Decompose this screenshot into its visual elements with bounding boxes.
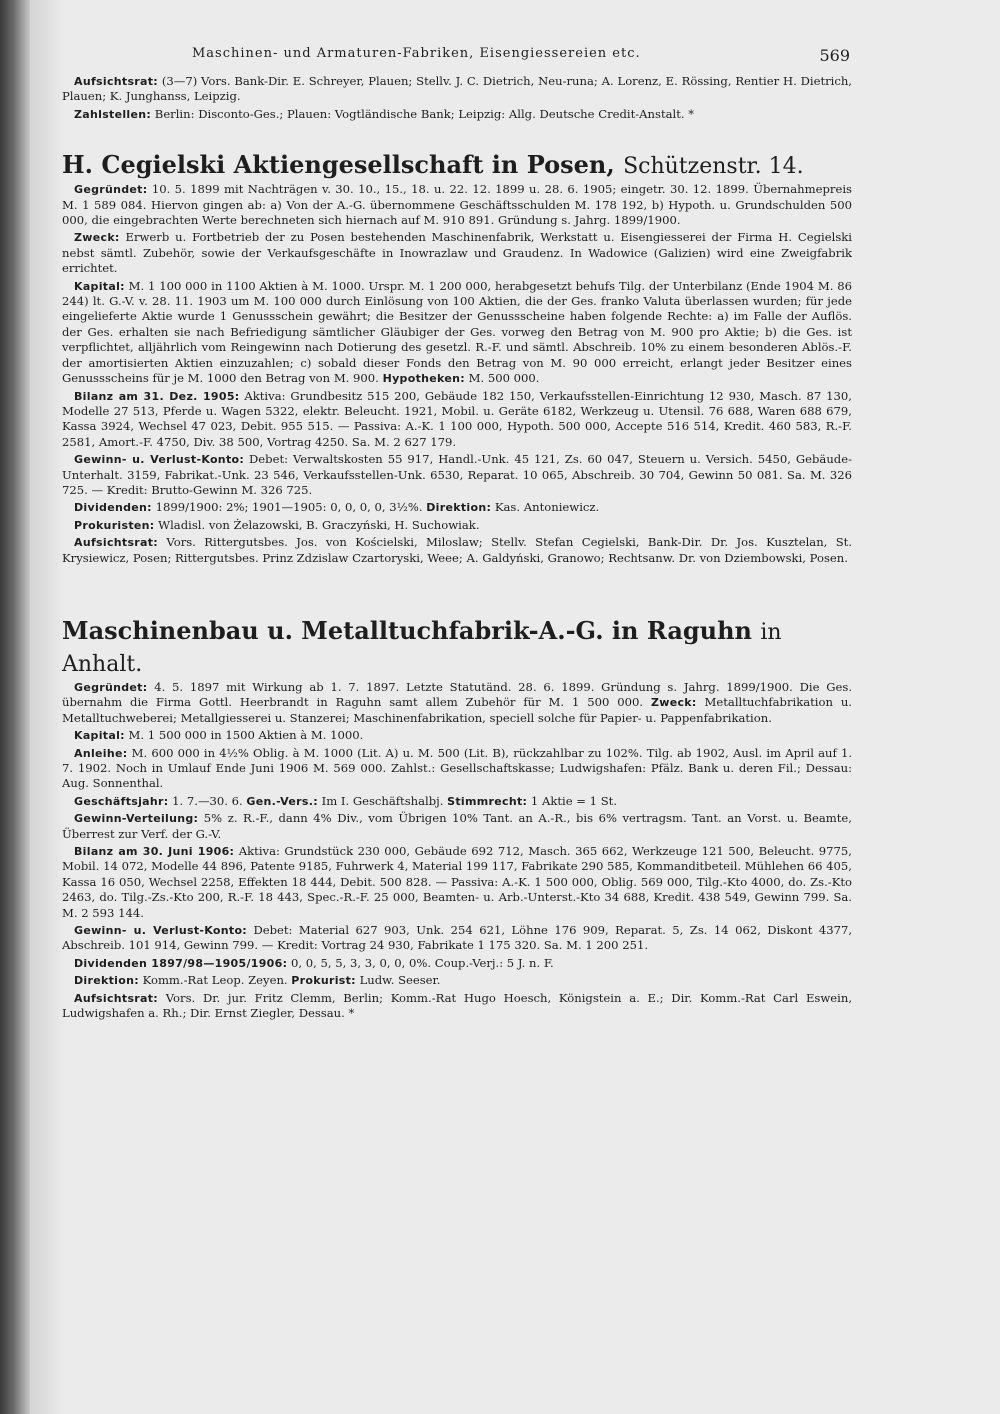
paragraph-text: Komm.-Rat Leop. Zeyen. <box>142 973 288 988</box>
paragraph-term: Prokurist: <box>291 974 356 988</box>
paragraph-text: M. 500 000. <box>468 371 540 386</box>
paragraph-text: M. 1 100 000 in 1100 Aktien à M. 1000. Urspr. M. 1 200 000, herabgesetzt behufs Tilg. der Unterbilanz (Ende 1904 M. 86 244) lt. G.-V. v. 28. 11. 1903 um M. 100 000 durch Einlösung von 100 Aktien, die der Ges. franko Valuta überlassen wurden; für jede eingelieferte Aktie wurde 1 Genussschein gewährt; die Besitzer der Genussscheine haben folgende Rechte: a) im Falle der Auflös. der Ges. erhalten sie nach Befriedigung sämtlicher Gläubiger der Ges. vorweg den Betrag von M. 900 pro Aktie; b) die Ges. ist verpflichtet, alljährlich vom Reingewinn nach Dotierung des gesetzl. R.-F. und sämtl. Abschreib. 10% zu einem besonderen Ablös.-F. der amortisierten Aktien einzuzahlen; c) sobald dieser Fonds den Betrag von M. 90 000 erreicht, erlangt jeder Besitzer eines Genussscheins für je M. 1000 den Betrag von M. 900. <box>62 278 853 386</box>
paragraph-text: Vors. Rittergutsbes. Jos. von Kościelski, Miloslaw; Stellv. Stefan Cegielski, Bank-Dir. Dr. Jos. Kusztelan, St. Krysiewicz, Posen; Rittergutsbes. Prinz Zdzislaw Czartoryski, Weee; A. Galdyński, Granowo; Rechtsanw. Dr. von Dziembowski, Posen. <box>62 535 853 565</box>
paragraph-term: Geschäftsjahr: <box>74 794 169 808</box>
paragraph-term: Anleihe: <box>74 746 128 760</box>
paragraph-aufsichtsrat <box>62 535 852 566</box>
paragraph-term: Gewinn- u. Verlust-Konto: <box>74 924 248 938</box>
paragraph-term: Zweck: <box>74 231 120 245</box>
paragraph-gewinn-verlust <box>62 452 852 498</box>
paragraph-term: Direktion: <box>74 974 139 988</box>
paragraph-term: Zweck: <box>650 696 697 710</box>
paragraph-bilanz <box>62 844 852 921</box>
paragraph-text: Erwerb u. Fortbetrieb der zu Posen bestehenden Maschinenfabrik, Werkstatt u. Eisengiesserei der Firma H. Cegielski nebst sämtl. Zubehör, sowie der Verkaufsgeschäfte in Inowrazlaw und Graudenz. In Wadowice (Galizien) wird eine Zweigfabrik errichtet. <box>62 230 853 276</box>
paragraph-gegruendet <box>62 182 852 228</box>
paragraph-text: Metalltuchfabrikation u. Metalltuchweberei; Metallgiesserei u. Stanzerei; Maschinenfabrikation, speciell solche für Papier- u. Pappenfabrikation. <box>62 695 852 725</box>
paragraph-term: Bilanz am 30. Juni 1906: <box>74 845 235 859</box>
paragraph-term: Kapital: <box>74 729 125 743</box>
paragraph-kapital <box>62 279 852 387</box>
paragraph-kapital <box>62 728 852 743</box>
paragraph-term: Aufsichtsrat: <box>74 991 159 1005</box>
paragraph-dividenden <box>62 500 852 515</box>
paragraph-text: (3—7) Vors. Bank-Dir. E. Schreyer, Plauen; Stellv. J. C. Dietrich, Neu-runa; A. Lorenz, E. Rössing, Rentier H. Dietrich, Plauen; K. Junghanss, Leipzig. <box>62 74 852 104</box>
paragraph-text: Ludw. Seeser. <box>359 973 441 988</box>
paragraph-term: Prokuristen: <box>74 518 155 532</box>
paragraph-anleihe <box>62 746 852 792</box>
paragraph-text: Berlin: Disconto-Ges.; Plauen: Vogtländische Bank; Leipzig: Allg. Deutsche Credit-Anstalt. * <box>154 106 695 121</box>
paragraph-bilanz <box>62 389 852 451</box>
paragraph-term: Aufsichtsrat: <box>74 75 159 88</box>
company-title <box>62 616 852 680</box>
paragraph-text: Aktiva: Grundbesitz 515 200, Gebäude 182 150, Verkaufsstellen-Einrichtung 12 930, Masch. 87 130, Modelle 27 513, Pferde u. Wagen 5322, elektr. Beleucht. 1921, Mobil. u. Geräte 6182, Werkzeug u. Utensil. 76 688, Waren 688 679, Kassa 3924, Wechsel 47 023, Debit. 955 515. — Passiva: A.-K. 1 100 000, Hypoth. 500 000, Accepte 516 514, Kredit. 460 583, R.-F. 2581, Amort.-F. 4750, Div. 38 500, Vortrag 4250. Sa. M. 2 627 179. <box>62 388 852 449</box>
paragraph-term: Dividenden 1897/98—1905/1906: <box>74 956 288 970</box>
paragraph-text: Im I. Geschäftshalbj. <box>321 793 444 808</box>
paragraph-term: Bilanz am 31. Dez. 1905: <box>74 389 240 403</box>
paragraph-text: 1. 7.—30. 6. <box>172 793 243 808</box>
running-header <box>62 28 852 64</box>
paragraph-term: Hypotheken: <box>382 372 465 386</box>
paragraph-term: Aufsichtsrat: <box>74 536 159 550</box>
document-page <box>62 28 852 1398</box>
paragraph-text: 4. 5. 1897 mit Wirkung ab 1. 7. 1897. Letzte Statutänd. 28. 6. 1899. Gründung s. Jahrg. 1899/1900. Die Ges. übernahm die Firma Gottl. Heerbrandt in Raguhn samt allem Zubehör für M. 1 500 000. <box>62 679 853 710</box>
paragraph-text: Kas. Antoniewicz. <box>494 500 600 515</box>
company-location: Schützenstr. 14. <box>623 154 804 180</box>
paragraph-geschaeftsjahr <box>62 794 852 809</box>
paragraph-term: Dividenden: <box>74 501 152 515</box>
paragraph-term: Gewinn-Verteilung: <box>74 812 199 826</box>
paragraph-term: Gegründet: <box>74 680 148 694</box>
company-entry-raguhn <box>62 616 852 1022</box>
paragraph-term: Direktion: <box>426 501 492 515</box>
paragraph-dividenden <box>62 956 852 971</box>
paragraph-zweck <box>62 230 852 276</box>
paragraph-term: Zahlstellen: <box>74 107 152 121</box>
paragraph-text: Debet: Material 627 903, Unk. 254 621, Löhne 176 909, Reparat. 5, Zs. 14 062, Diskont 4377, Abschreib. 101 914, Gewinn 799. — Kredit: Vortrag 24 930, Fabrikate 1 175 320. Sa. M. 1 200 251. <box>62 923 853 953</box>
left-margin <box>30 0 65 1414</box>
paragraph-text: M. 600 000 in 4½% Oblig. à M. 1000 (Lit. A) u. M. 500 (Lit. B), rückzahlbar zu 102%. Tilg. ab 1902, Ausl. im April auf 1. 7. 1902. Noch in Umlauf Ende Juni 1906 M. 569 000. Zahlst.: Gesellschaftskasse; Ludwigshafen: Pfälz. Bank u. deren Fil.; Dessau: Aug. Sonnenthal. <box>62 745 853 791</box>
paragraph-gewinn-verlust <box>62 923 852 954</box>
company-entry-cegielski <box>62 150 852 566</box>
paragraph-prokuristen <box>62 518 852 533</box>
paragraph-term: Gen.-Vers.: <box>246 794 318 808</box>
book-spine-shadow <box>0 0 30 1414</box>
paragraph-term: Stimmrecht: <box>447 794 528 808</box>
previous-entry-fragment <box>62 74 852 122</box>
paragraph-term: Kapital: <box>74 279 125 293</box>
company-name: H. Cegielski Aktiengesellschaft in Posen, <box>62 150 615 180</box>
paragraph-term: Gewinn- u. Verlust-Konto: <box>74 453 245 467</box>
paragraph-term: Gegründet: <box>74 183 148 197</box>
paragraph-text: 1 Aktie = 1 St. <box>530 793 618 808</box>
page-number: 569 <box>819 46 850 65</box>
paragraph-text: Wladisl. von Żelazowski, B. Graczyński, H. Suchowiak. <box>158 517 480 532</box>
paragraph-gegruendet <box>62 680 852 726</box>
company-location: in Anhalt. <box>62 619 782 677</box>
fragment-paragraph <box>62 107 852 122</box>
paragraph-direktion <box>62 973 852 988</box>
paragraph-text: Debet: Verwaltskosten 55 917, Handl.-Unk. 45 121, Zs. 60 047, Steuern u. Versich. 5450, Gebäude-Unterhalt. 3159, Fabrikat.-Unk. 23 546, Verkaufsstellen-Unk. 6530, Reparat. 10 065, Abschreib. 30 704, Gewinn 50 081. Sa. M. 326 725. — Kredit: Brutto-Gewinn M. 326 725. <box>62 452 852 497</box>
paragraph-text: Aktiva: Grundstück 230 000, Gebäude 692 712, Masch. 365 662, Werkzeuge 121 500, Beleucht. 9775, Mobil. 14 072, Modelle 44 896, Patente 9185, Fuhrwerk 4, Material 199 117, Fabrikate 290 585, Kommanditbeteil. Mühlehen 66 405, Kassa 16 050, Wechsel 2258, Effekten 18 444, Debit. 500 828. — Passiva: A.-K. 1 500 000, Oblig. 569 000, Tilg.-Kto 4000, do. Zs.-Kto 2463, do. Tilg.-Zs.-Kto 200, R.-F. 18 443, Spec.-R.-F. 25 000, Beamten- u. Arb.-Unterst.-Kto 34 688, Kredit. 438 549, Gewinn 799. Sa. M. 2 593 144. <box>62 844 852 920</box>
paragraph-text: 1899/1900: 2%; 1901—1905: 0, 0, 0, 0, 3½%. <box>155 500 423 515</box>
paragraph-text: 0, 0, 5, 5, 3, 3, 0, 0, 0%. Coup.-Verj.: 5 J. n. F. <box>290 955 554 970</box>
running-header-title: Maschinen- und Armaturen-Fabriken, Eisengiessereien etc. <box>192 46 641 61</box>
paragraph-aufsichtsrat <box>62 991 852 1022</box>
fragment-paragraph <box>62 74 852 105</box>
paragraph-text: Vors. Dr. jur. Fritz Clemm, Berlin; Komm.-Rat Hugo Hoesch, Königstein a. E.; Dir. Komm.-Rat Carl Eswein, Ludwigshafen a. Rh.; Dir. Ernst Ziegler, Dessau. * <box>62 990 852 1021</box>
company-name: Maschinenbau u. Metalltuchfabrik-A.-G. in Raguhn <box>62 615 752 645</box>
paragraph-gewinn-verteilung <box>62 811 852 842</box>
company-title <box>62 150 852 182</box>
paragraph-text: 5% z. R.-F., dann 4% Div., vom Übrigen 10% Tant. an A.-R., bis 6% vertragsm. Tant. an Vorst. u. Beamte, Überrest zur Verf. der G.-V. <box>62 811 852 841</box>
paragraph-text: M. 1 500 000 in 1500 Aktien à M. 1000. <box>128 728 364 743</box>
paragraph-text: 10. 5. 1899 mit Nachträgen v. 30. 10., 15., 18. u. 22. 12. 1899 u. 28. 6. 1905; eingetr. 30. 12. 1899. Übernahmepreis M. 1 589 084. Hiervon gingen ab: a) Von der A.-G. übernommene Geschäftsschulden M. 178 192, b) Hypoth. u. Grundschulden 500 000, die eingebrachten Werte berechneten sich hiernach auf M. 910 891. Gründung s. Jahrg. 1899/1900. <box>62 182 852 228</box>
